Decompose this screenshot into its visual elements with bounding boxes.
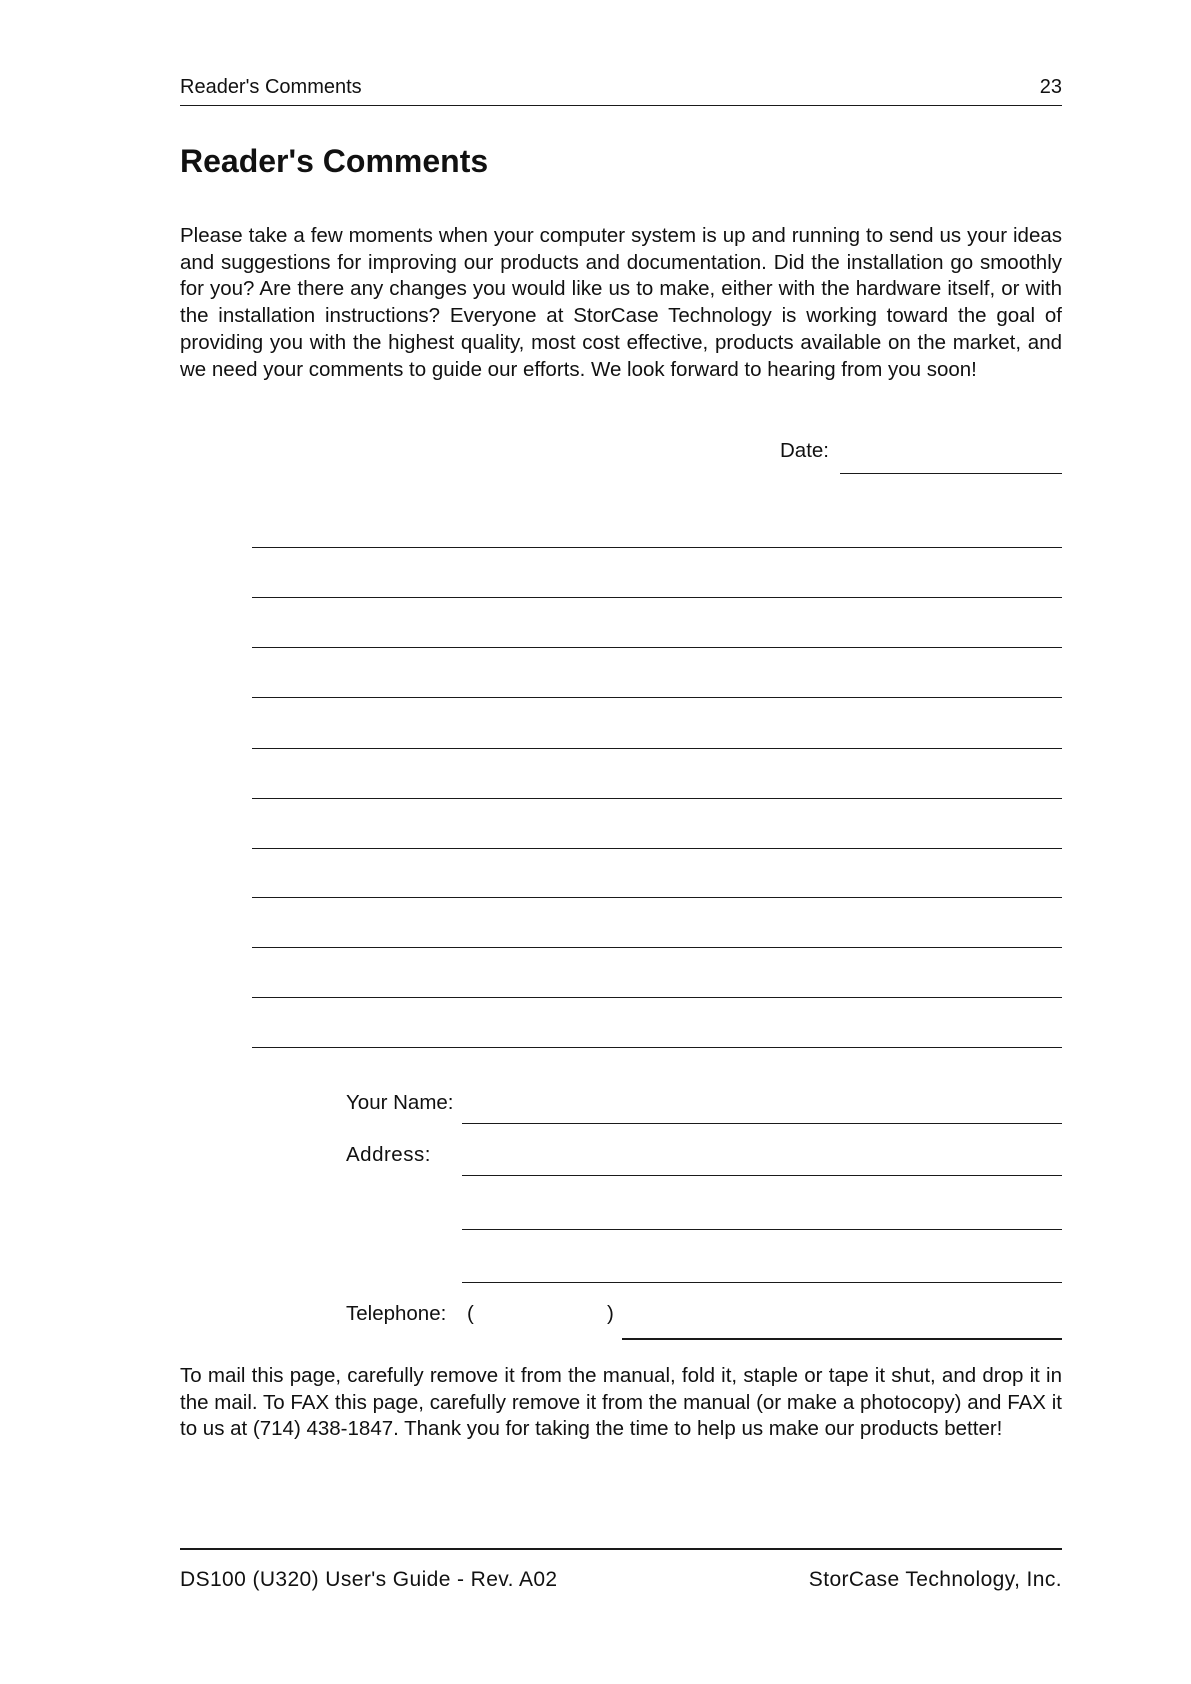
- comment-line[interactable]: [252, 848, 1062, 849]
- header-rule: [180, 105, 1062, 106]
- date-field[interactable]: [840, 473, 1062, 474]
- comment-line[interactable]: [252, 697, 1062, 698]
- address-field-line-1[interactable]: [462, 1175, 1062, 1176]
- comment-line[interactable]: [252, 547, 1062, 548]
- intro-paragraph: Please take a few moments when your computer system is up and running to send us your ideas and suggestions for improving our products and documentation. Did the installation go smoothly for you? Are there any changes you would like us to make, either with the hardware itself, or with the installation instructions? Everyone at StorCase Technology is working toward the goal of providing you with the highest quality, most cost effective, products available on the market, and we need your comments to guide our efforts. We look forward to hearing from you soon!: [180, 224, 1062, 381]
- telephone-area-close-paren: ): [607, 1302, 614, 1325]
- comment-line[interactable]: [252, 947, 1062, 948]
- comment-line[interactable]: [252, 1047, 1062, 1048]
- comment-line[interactable]: [252, 597, 1062, 598]
- footer-company: StorCase Technology, Inc.: [808, 1568, 1062, 1591]
- telephone-field[interactable]: [622, 1338, 1062, 1340]
- comment-line[interactable]: [252, 997, 1062, 998]
- running-header-title: Reader's Comments: [180, 76, 362, 98]
- comment-line[interactable]: [252, 897, 1062, 898]
- page-number: 23: [1039, 76, 1062, 98]
- address-label: Address:: [346, 1143, 431, 1166]
- comment-line[interactable]: [252, 647, 1062, 648]
- date-label: Date:: [780, 439, 829, 462]
- address-field-line-2[interactable]: [462, 1229, 1062, 1230]
- mailing-instructions: To mail this page, carefully remove it from the manual, fold it, staple or tape it shut, and drop it in the mail. To FAX this page, carefully remove it from the manual (or make a photocopy) and FAX it to us at (714) 438-1847. Thank you for taking the time to help us make our products better!: [180, 1364, 1062, 1441]
- telephone-area-open-paren: (: [467, 1302, 474, 1325]
- telephone-label: Telephone:: [346, 1302, 447, 1325]
- page-title: Reader's Comments: [180, 143, 489, 179]
- name-label: Your Name:: [346, 1091, 454, 1114]
- address-field-line-3[interactable]: [462, 1282, 1062, 1283]
- comment-line[interactable]: [252, 798, 1062, 799]
- comment-line[interactable]: [252, 748, 1062, 749]
- name-field[interactable]: [462, 1123, 1062, 1124]
- footer-rule: [180, 1548, 1062, 1550]
- footer-document-title: DS100 (U320) User's Guide - Rev. A02: [180, 1568, 558, 1591]
